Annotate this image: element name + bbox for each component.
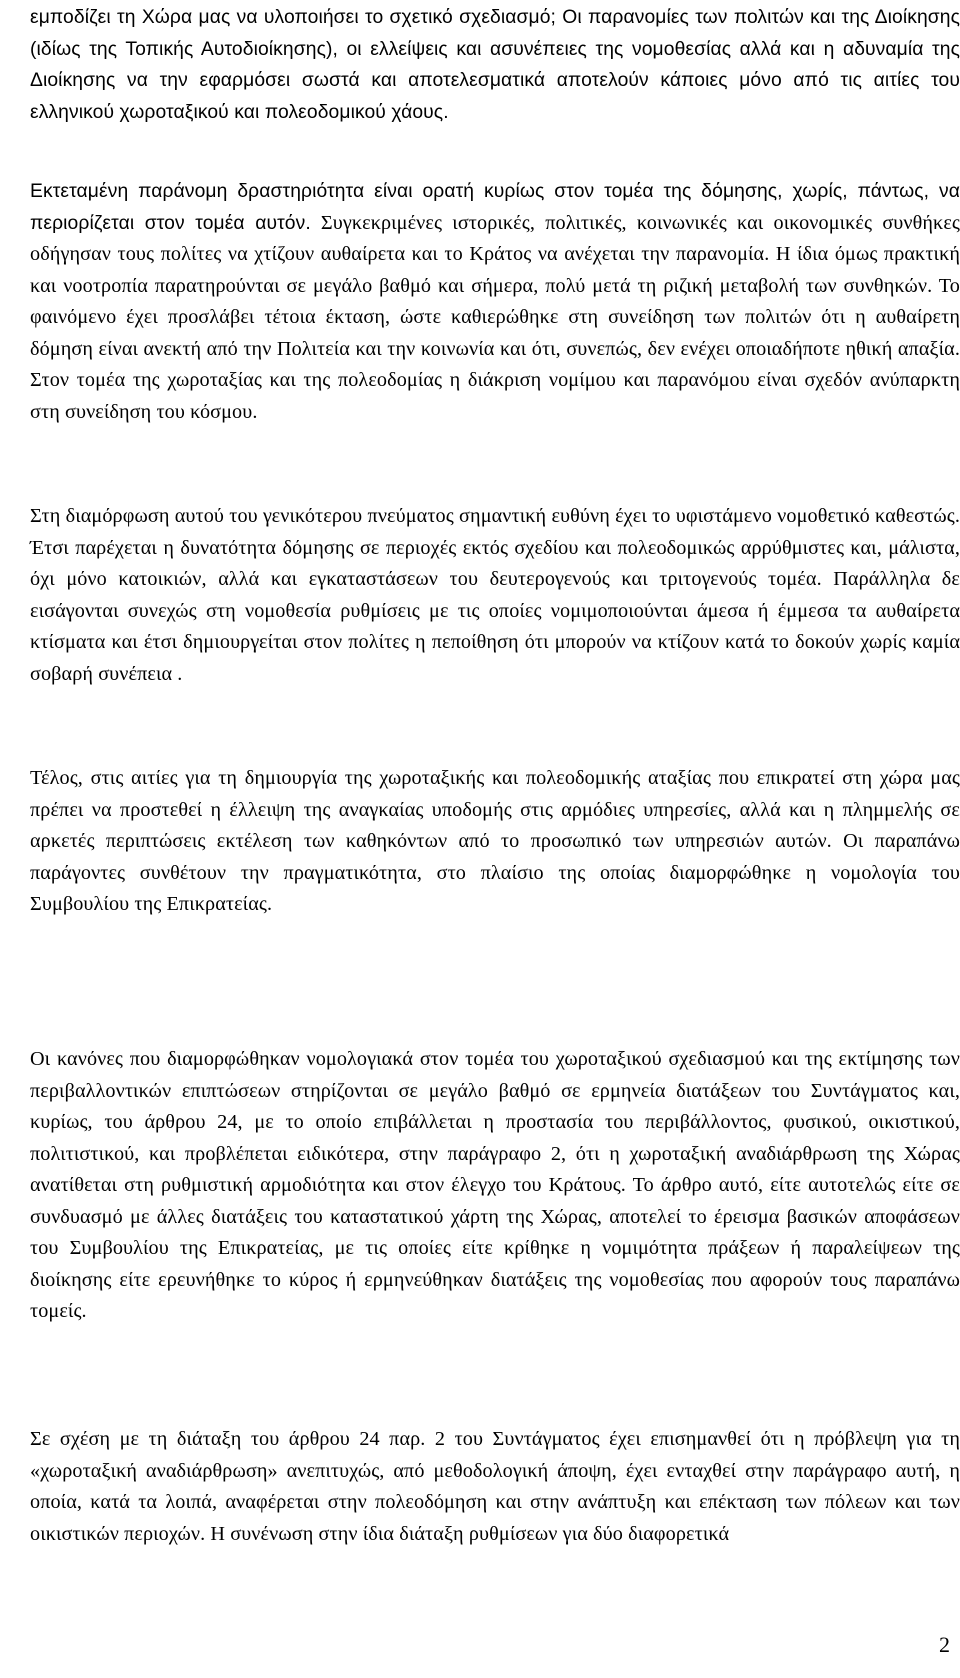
page-number: 2 (939, 1632, 950, 1657)
paragraph: Στη διαμόρφωση αυτού του γενικότερου πνεύματος σημαντική ευθύνη έχει το υφιστάμενο νομοθετικό καθεστώς. Έτσι παρέχεται η δυνατότητα δόμησης σε περιοχές εκτός σχεδίου και πολεοδομικώς αρρύθμιστες και, μάλιστα, όχι μόνο κατοικιών, αλλά και εγκαταστάσεων του δευτερογενούς και τριτογενούς τομέα. Παράλληλα δε εισάγονται συνεχώς στη νομοθεσία ρυθμίσεις με τις οποίες νομιμοποιούνται άμεσα ή έμμεσα τα αυθαίρετα κτίσματα και έτσι δημιουργείται στον πολίτες η πεποίθηση ότι μπορούν να κτίζουν κατά το δοκούν χωρίς καμία σοβαρή συνέπεια . (30, 505, 960, 685)
paragraph-serif-part: Συγκεκριμένες ιστορικές, πολιτικές, κοινωνικές και οικονομικές συνθήκες οδήγησαν τους πολίτες να χτίζουν αυθαίρετα και το Κράτος να ανέχεται την παρανομία. Η ίδια όμως πρακτική και νοοτροπία παρατηρούνται σε μεγάλο βαθμό και σήμερα, πολύ μετά τη ριζική μεταβολή των συνθηκών. Το φαινόμενο έχει προσλάβει τέτοια έκταση, ώστε καθιερώθηκε στη συνείδηση των πολιτών ότι η αυθαίρετη δόμηση είναι ανεκτή από την Πολιτεία και την κοινωνία και ότι, συνεπώς, δεν ενέχει οποιαδήποτε ηθική απαξία. Στον τομέα της χωροταξίας και της πολεοδομίας η διάκριση νομίμου και παρανόμου είναι σχεδόν ανύπαρκτη στη συνείδηση του κόσμου. (30, 211, 960, 423)
paragraph-sans-part: Εκτεταμένη παράνομη δραστηριότητα είναι ορατή κυρίως στον τομέα της δόμησης, χωρίς, πάντως, να περιορίζεται στον τομέα αυτόν. (30, 181, 960, 234)
paragraph (30, 176, 960, 428)
paragraph: εμποδίζει τη Χώρα μας να υλοποιήσει το σχετικό σχεδιασμό; Οι παρανομίες των πολιτών και της Διοίκησης (ιδίως της Τοπικής Αυτοδιοίκησης), οι ελλείψεις και ασυνέπειες της νομοθεσίας αλλά και η αδυναμία της Διοίκησης να την εφαρμόσει σωστά και αποτελεσματικά αποτελούν κάποιες μόνο από τις αιτίες του ελληνικού χωροταξικού και πολεοδομικού χάους. (30, 7, 960, 123)
paragraph: Σε σχέση με τη διάταξη του άρθρου 24 παρ. 2 του Συντάγματος έχει επισημανθεί ότι η πρόβλεψη για τη «χωροταξική αναδιάρθρωση» ανεπιτυχώς, από μεθοδολογική άποψη, έχει ενταχθεί στην παράγραφο αυτή, η οποία, κατά τα λοιπά, αναφέρεται στην πολεοδόμηση και στην ανάπτυξη και επέκταση των πόλεων και των οικιστικών περιοχών. Η συνένωση στην ίδια διάταξη ρυθμίσεων για δύο διαφορετικά (30, 1428, 960, 1545)
paragraph: Τέλος, στις αιτίες για τη δημιουργία της χωροταξικής και πολεοδομικής αταξίας που επικρατεί στη χώρα μας πρέπει να προστεθεί η έλλειψη της αναγκαίας υποδομής στις αρμόδιες υπηρεσίες, αλλά και η πλημμελής σε αρκετές περιπτώσεις εκτέλεση των καθηκόντων από το προσωπικό των υπηρεσιών αυτών. Οι παραπάνω παράγοντες συνθέτουν την πραγματικότητα, στο πλαίσιο της οποίας διαμορφώθηκε η νομολογία του Συμβουλίου της Επικρατείας. (30, 767, 960, 915)
paragraph: Οι κανόνες που διαμορφώθηκαν νομολογιακά στον τομέα του χωροταξικού σχεδιασμού και της εκτίμησης των περιβαλλοντικών επιπτώσεων στηρίζονται σε μεγάλο βαθμό σε ερμηνεία διατάξεων του Συντάγματος και, κυρίως, του άρθρου 24, με το οποίο επιβάλλεται η προστασία του περιβάλλοντος, φυσικού, οικιστικού, πολιτιστικού, και προβλέπεται ειδικότερα, στην παράγραφο 2, ότι η χωροταξική αναδιάρθρωση της Χώρας ανατίθεται στη ρυθμιστική αρμοδιότητα και στον έλεγχο του Κράτους. Το άρθρο αυτό, είτε αυτοτελώς είτε σε συνδυασμό με άλλες διατάξεις του καταστατικού χάρτη της Χώρας, αποτελεί το έρεισμα βασικών αποφάσεων του Συμβουλίου της Επικρατείας, με τις οποίες είτε κρίθηκε η νομιμότητα πράξεων ή παραλείψεων της διοίκησης είτε ερευνήθηκε το κύρος ή ερμηνεύθηκαν διατάξεις της νομοθεσίας που αφορούν τους παραπάνω τομείς. (30, 1048, 960, 1322)
